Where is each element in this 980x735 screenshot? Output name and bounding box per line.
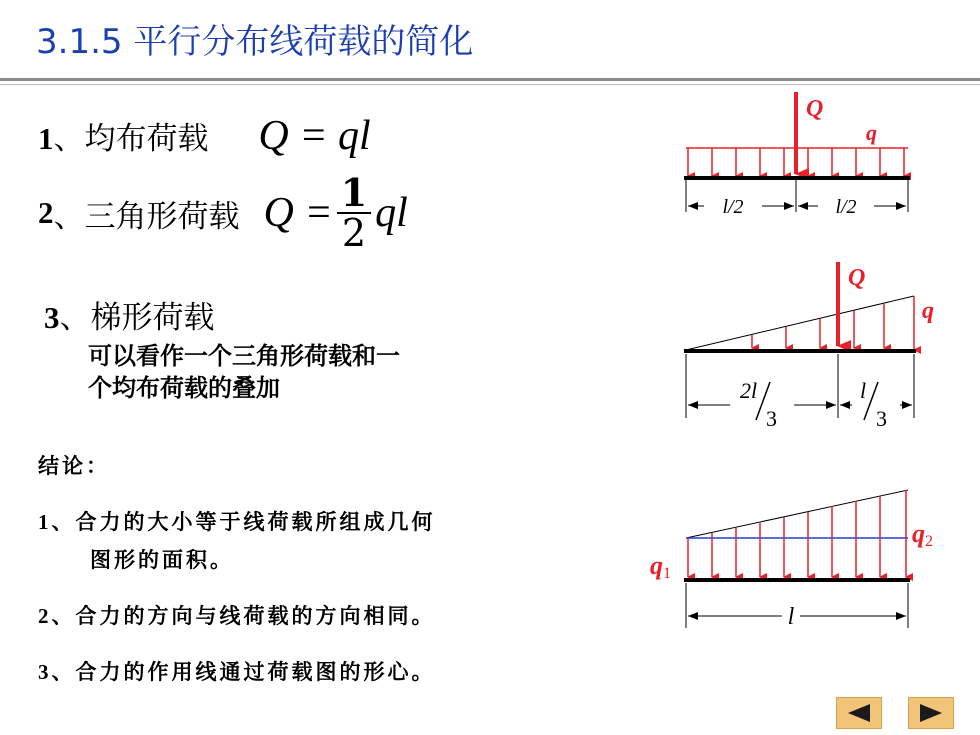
page-title: 3.1.5 平行分布线荷载的简化: [36, 22, 474, 62]
conclusion-heading: 结论：: [38, 453, 110, 478]
resultant-label: Q: [806, 96, 824, 122]
load-label: q: [866, 120, 877, 145]
item-number: 2: [38, 195, 54, 230]
point-number: 1: [38, 510, 52, 534]
point-number: 3: [38, 660, 52, 684]
next-button[interactable]: [908, 697, 954, 729]
item-number: 3: [44, 300, 60, 335]
dimension-label: l/2: [835, 196, 857, 218]
note-line: 个均布荷载的叠加: [88, 374, 280, 402]
conclusion-point-1-cont: 图形的面积。: [90, 547, 234, 572]
load-label: q: [922, 298, 934, 324]
dimension-denominator: 3: [876, 406, 887, 431]
trapezoid-load-diagram: [650, 490, 933, 630]
load-label-left: q1: [650, 551, 671, 582]
note-line: 可以看作一个三角形荷载和一: [88, 342, 400, 370]
load-label-right: q2: [912, 519, 933, 550]
uniform-load-diagram: [684, 92, 910, 218]
fraction-numerator: 1: [337, 174, 371, 214]
item-label: 、梯形荷载: [59, 300, 215, 336]
prev-button[interactable]: [836, 697, 882, 729]
triangle-right-icon: [918, 702, 944, 724]
uniform-formula: Q = ql: [258, 113, 371, 159]
resultant-label: Q: [848, 265, 866, 291]
triangle-left-icon: [846, 702, 872, 724]
dimension-label: l/2: [722, 196, 744, 218]
point-text: 、合力的作用线通过荷载图的形心。: [51, 659, 436, 684]
triangle-formula-lhs: Q =: [263, 190, 333, 236]
point-text: 、合力的方向与线荷载的方向相同。: [51, 603, 436, 628]
trapezoid-load-arrows: [688, 490, 906, 577]
dimension-numerator: 2l: [740, 378, 758, 403]
item-label: 、均布荷载: [53, 121, 209, 157]
point-number: 2: [38, 604, 52, 628]
fraction-denominator: 2: [341, 211, 366, 255]
triangle-formula-rhs: ql: [375, 190, 408, 236]
triangle-load-diagram: [684, 262, 934, 431]
item-label: 、三角形荷载: [53, 198, 240, 235]
span-label: l: [787, 604, 795, 630]
dimension-denominator: 3: [766, 406, 777, 431]
dimension-numerator: l: [860, 378, 867, 403]
triangle-load-arrows: [752, 304, 884, 348]
point-text: 、合力的大小等于线荷载所组成几何: [51, 509, 436, 534]
item-number: 1: [38, 121, 54, 156]
